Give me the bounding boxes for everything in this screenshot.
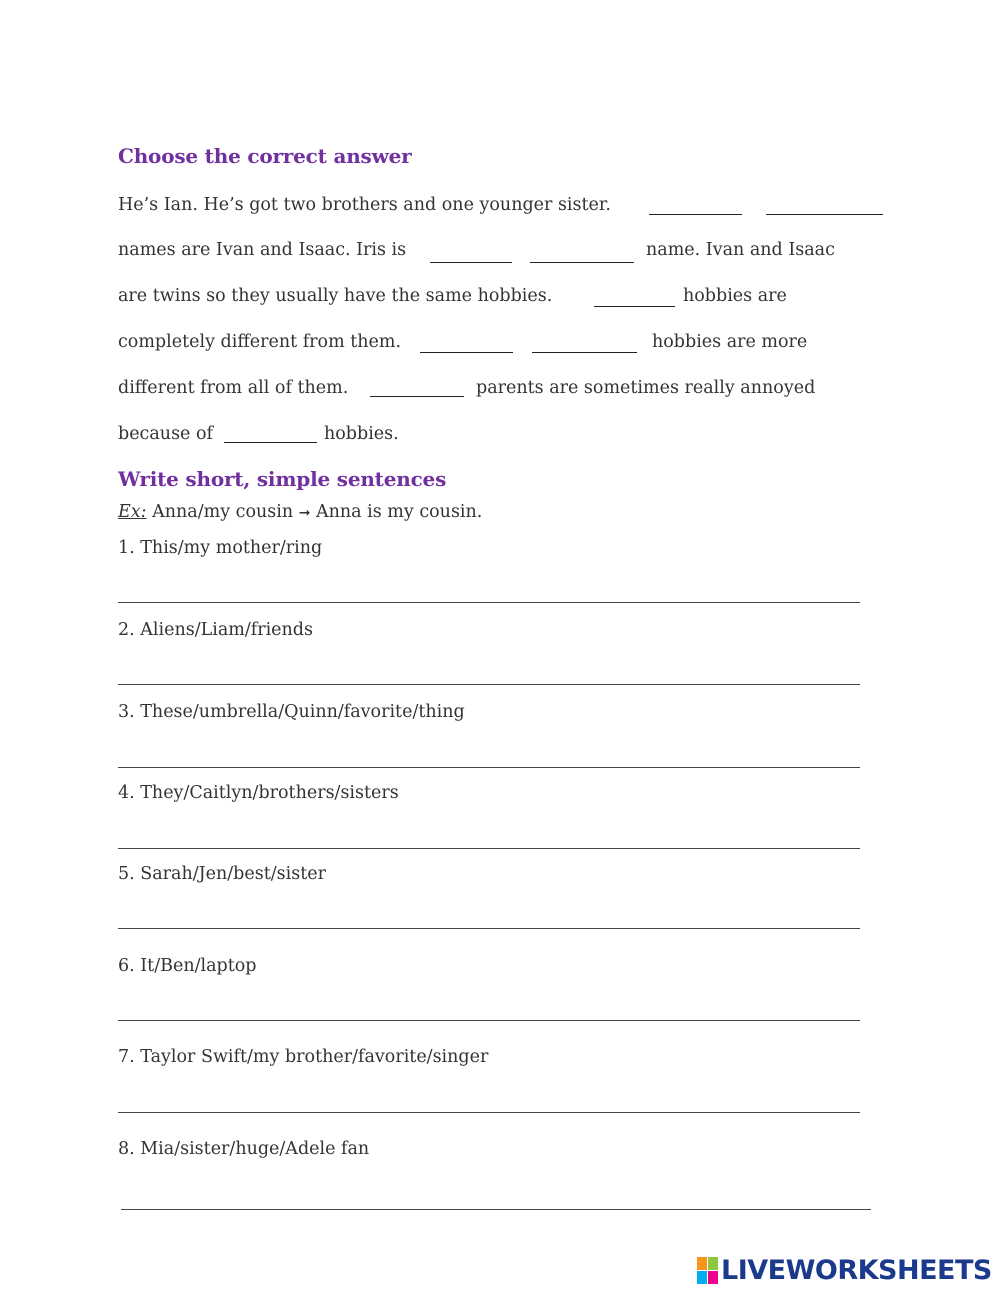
exercise-item-3: 3. These/umbrella/Quinn/favorite/thing <box>118 702 465 722</box>
exercise-item-6: 6. It/Ben/laptop <box>118 956 257 976</box>
text-segment: name. Ivan and Isaac <box>646 240 835 260</box>
answer-line-7[interactable] <box>118 1112 860 1113</box>
paragraph-line-6b <box>324 421 399 447</box>
exercise-item-8: 8. Mia/sister/huge/Adele fan <box>118 1139 370 1159</box>
logo-text: LIVEWORKSHEETS <box>721 1254 992 1286</box>
paragraph-line-2 <box>118 237 406 263</box>
answer-blank-8[interactable] <box>370 396 464 397</box>
exercise-item-1: 1. This/my mother/ring <box>118 538 323 558</box>
answer-line-3[interactable] <box>118 767 860 768</box>
answer-line-4[interactable] <box>118 848 860 849</box>
answer-blank-6[interactable] <box>420 352 513 353</box>
answer-blank-1[interactable] <box>649 214 742 215</box>
example-label: Ex: <box>118 502 147 522</box>
example-text: Anna/my cousin <box>146 502 299 522</box>
paragraph-line-5b <box>476 375 815 401</box>
answer-line-8[interactable] <box>121 1209 871 1210</box>
paragraph-line-6 <box>118 421 213 447</box>
text-segment: different from all of them. <box>118 378 349 398</box>
paragraph-line-4b <box>652 329 807 355</box>
text-segment: because of <box>118 424 213 444</box>
example-answer: Anna is my cousin. <box>310 502 483 522</box>
answer-line-2[interactable] <box>118 684 860 685</box>
paragraph-line-3b <box>683 283 787 309</box>
answer-blank-3[interactable] <box>430 262 512 263</box>
liveworksheets-logo <box>697 1255 992 1285</box>
paragraph-line-4 <box>118 329 401 355</box>
text-segment: hobbies. <box>324 424 399 444</box>
arrow-right-icon: ➞ <box>298 505 311 521</box>
text-segment: are twins so they usually have the same hobbies. <box>118 286 553 306</box>
exercise-item-4: 4. They/Caitlyn/brothers/sisters <box>118 783 399 803</box>
paragraph-line-5 <box>118 375 348 401</box>
paragraph-line-1 <box>118 192 611 218</box>
answer-line-1[interactable] <box>118 602 860 603</box>
answer-blank-4[interactable] <box>530 262 634 263</box>
exercise-item-7: 7. Taylor Swift/my brother/favorite/singer <box>118 1047 489 1067</box>
paragraph-line-2b <box>646 237 835 263</box>
text-segment: hobbies are <box>683 286 787 306</box>
answer-blank-9[interactable] <box>224 442 317 443</box>
answer-line-5[interactable] <box>118 928 860 929</box>
text-segment: names are Ivan and Isaac. Iris is <box>118 240 407 260</box>
example-line <box>118 499 482 525</box>
exercise-item-2: 2. Aliens/Liam/friends <box>118 620 313 640</box>
text-segment: completely different from them. <box>118 332 402 352</box>
section-heading-choose: Choose the correct answer <box>118 144 412 168</box>
paragraph-line-3 <box>118 283 552 309</box>
answer-line-6[interactable] <box>118 1020 860 1021</box>
exercise-item-5: 5. Sarah/Jen/best/sister <box>118 864 326 884</box>
text-segment: He’s Ian. He’s got two brothers and one younger sister. <box>118 195 611 215</box>
answer-blank-2[interactable] <box>766 214 883 215</box>
section-heading-write: Write short, simple sentences <box>118 467 447 491</box>
logo-blocks-icon <box>697 1257 718 1284</box>
text-segment: parents are sometimes really annoyed <box>476 378 816 398</box>
answer-blank-7[interactable] <box>532 352 637 353</box>
text-segment: hobbies are more <box>652 332 808 352</box>
answer-blank-5[interactable] <box>594 306 675 307</box>
